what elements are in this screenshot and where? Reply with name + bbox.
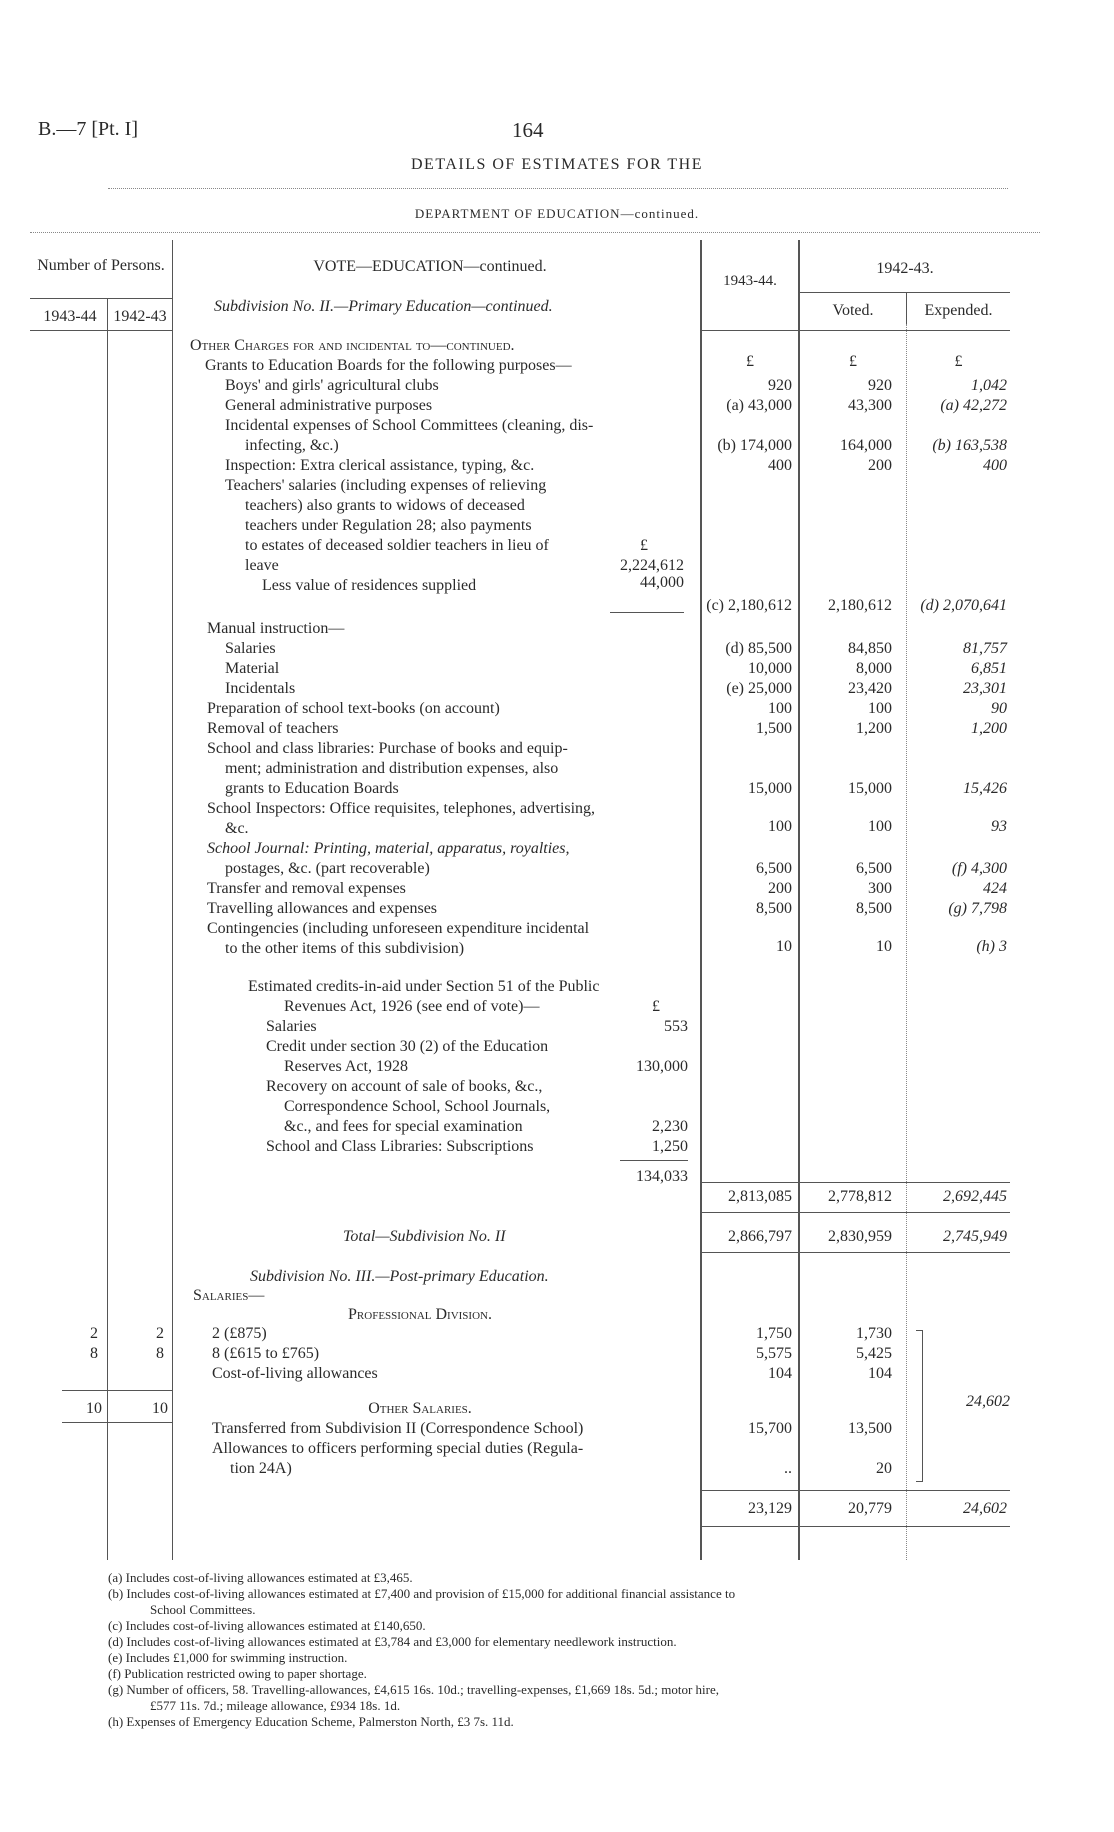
libraries-line: School and class libraries: Purchase of books and equip-: [207, 740, 568, 757]
less-residences: Less value of residences supplied: [262, 577, 477, 594]
travel-estimate: 8,500: [756, 900, 792, 917]
page-number: 164: [512, 118, 544, 142]
teachers-pound: £: [640, 537, 648, 554]
row-label: Incidental expenses of School Committees (cleaning, dis-: [225, 417, 594, 434]
row-voted: 43,300: [848, 397, 892, 414]
total-ii-rule: [700, 1252, 1010, 1253]
other-salaries-heading: Other Salaries.: [368, 1400, 472, 1417]
persons-header: Number of Persons.: [37, 257, 165, 274]
page-reference: B.—7 [Pt. I]: [38, 118, 138, 140]
credit-item-label: Credit under section 30 (2) of the Education: [266, 1038, 549, 1055]
transferred-voted: 13,500: [848, 1420, 892, 1437]
persons-total-1942: 10: [152, 1400, 168, 1417]
transfer-expended: 424: [983, 880, 1007, 897]
inspectors-voted: 100: [868, 818, 892, 835]
journal-expended: (f) 4,300: [951, 860, 1007, 877]
contingencies-line: Contingencies (including unforeseen expenditure incidental: [207, 920, 590, 937]
row-label: Salaries: [225, 640, 276, 657]
contingencies-expended: (h) 3: [976, 938, 1007, 955]
footnote: (d) Includes cost-of-living allowances estimated at £3,784 and £3,000 for elementary needlework instruction.: [108, 1634, 677, 1649]
journal-estimate: 6,500: [756, 860, 792, 877]
travel-expended: (g) 7,798: [948, 900, 1007, 917]
row-label: Removal of teachers: [207, 720, 339, 737]
professional-division-heading: Professional Division.: [348, 1306, 492, 1323]
footnote-cont: School Committees.: [150, 1602, 256, 1617]
footnote: (h) Expenses of Emergency Education Scheme, Palmerston North, £3 7s. 11d.: [108, 1714, 514, 1729]
teachers-expended: (d) 2,070,641: [920, 597, 1007, 614]
credit-item-amount: 2,230: [652, 1118, 688, 1135]
persons-1943-header: 1943-44: [43, 308, 97, 325]
row-voted: 84,850: [848, 640, 892, 657]
column-rule-persons: [172, 240, 173, 1560]
contingencies-line: to the other items of this subdivision): [225, 940, 465, 957]
row-expended: 400: [983, 457, 1007, 474]
credits-pound: £: [652, 998, 660, 1015]
persons-head-rule-2: [30, 330, 172, 331]
libraries-expended: 15,426: [963, 780, 1007, 797]
row-expended: 81,757: [963, 640, 1007, 657]
row-voted: 920: [868, 377, 892, 394]
row-estimate: 1,500: [756, 720, 792, 737]
allowances-estimate: ..: [784, 1460, 792, 1477]
teachers-voted: 2,180,612: [828, 597, 892, 614]
row-label-cont: infecting, &c.): [245, 437, 339, 454]
salary-row-voted: 104: [868, 1365, 892, 1382]
total-iii-rule: [700, 1490, 1010, 1491]
travel-label: Travelling allowances and expenses: [207, 900, 438, 917]
net-expended: 2,692,445: [943, 1188, 1007, 1205]
manual-heading: Manual instruction—: [207, 620, 345, 637]
salary-row-voted: 5,425: [856, 1345, 892, 1362]
footnote-cont: £577 11s. 7d.; mileage allowance, £934 18s. 1d.: [150, 1698, 401, 1713]
inspectors-estimate: 100: [768, 818, 792, 835]
salary-row-estimate: 1,750: [756, 1325, 792, 1342]
row-voted: 164,000: [840, 437, 892, 454]
row-expended: 23,301: [963, 680, 1007, 697]
vote-heading: VOTE—EDUCATION—continued.: [313, 258, 547, 275]
contingencies-estimate: 10: [776, 938, 792, 955]
persons-total-1943: 10: [86, 1400, 102, 1417]
teachers-line: to estates of deceased soldier teachers in lieu of: [245, 537, 549, 554]
salary-row-label: 2 (£875): [212, 1325, 267, 1342]
teachers-line: teachers) also grants to widows of deceased: [245, 497, 525, 514]
amount-head-rule: [700, 330, 1010, 331]
row-label: Preparation of school text-books (on account): [207, 700, 500, 717]
travel-voted: 8,500: [856, 900, 892, 917]
teachers-line: teachers under Regulation 28; also payments: [245, 517, 532, 534]
credit-item-label-cont: &c., and fees for special examination: [284, 1118, 523, 1135]
row-voted: 200: [868, 457, 892, 474]
teachers-estimate: (c) 2,180,612: [706, 597, 792, 614]
row-estimate: (e) 25,000: [726, 680, 792, 697]
header-rule: [30, 232, 1040, 233]
row-label: Inspection: Extra clerical assistance, typing, &c.: [225, 457, 535, 474]
allowances-voted: 20: [876, 1460, 892, 1477]
journal-line: School Journal: Printing, material, apparatus, royalties,: [207, 840, 570, 857]
credit-item-label: Salaries: [266, 1018, 317, 1035]
teachers-line: leave: [245, 557, 279, 574]
salary-row-estimate: 104: [768, 1365, 792, 1382]
sum-rule: [610, 612, 684, 613]
transfer-estimate: 200: [768, 880, 792, 897]
inspectors-expended: 93: [991, 818, 1007, 835]
inspectors-line: School Inspectors: Office requisites, telephones, advertising,: [207, 800, 596, 817]
bracket: [916, 1330, 923, 1482]
footnote: (c) Includes cost-of-living allowances estimated at £140,650.: [108, 1618, 426, 1633]
salary-row-voted: 1,730: [856, 1325, 892, 1342]
inspectors-line: &c.: [225, 820, 249, 837]
libraries-voted: 15,000: [848, 780, 892, 797]
subdivision-iii-title: Subdivision No. III.—Post-primary Education.: [250, 1268, 549, 1285]
journal-line: postages, &c. (part recoverable): [225, 860, 430, 877]
libraries-estimate: 15,000: [748, 780, 792, 797]
bracket-expended: 24,602: [966, 1393, 1010, 1410]
footnote: (b) Includes cost-of-living allowances estimated at £7,400 and provision of £15,000 for additional financial assistance to: [108, 1586, 736, 1601]
net-estimate: 2,813,085: [728, 1188, 792, 1205]
credit-item-label: Recovery on account of sale of books, &c.,: [266, 1078, 543, 1095]
teachers-line: Teachers' salaries (including expenses of relieving: [225, 477, 547, 494]
total-subdivision-ii-label: Total—Subdivision No. II: [343, 1228, 506, 1245]
year-head-rule: [800, 292, 1010, 293]
row-expended: 1,042: [971, 377, 1007, 394]
department-heading: DEPARTMENT OF EDUCATION—continued.: [414, 206, 700, 221]
credit-item-label-cont: Correspondence School, School Journals,: [284, 1098, 551, 1115]
row-expended: 90: [991, 700, 1007, 717]
persons-1943: 8: [90, 1345, 98, 1362]
row-voted: 100: [868, 700, 892, 717]
page-title: DETAILS OF ESTIMATES FOR THE: [411, 156, 703, 173]
total-iii-rule-bottom: [700, 1526, 1010, 1527]
footnote: (g) Number of officers, 58. Travelling-allowances, £4,615 16s. 10d.; travelling-expenses, £1,669 18s. 5d.; motor hire,: [108, 1682, 720, 1697]
libraries-line: ment; administration and distribution expenses, also: [225, 760, 559, 777]
salary-row-label: 8 (£615 to £765): [212, 1345, 320, 1362]
title-rule: [108, 188, 1008, 189]
row-voted: 8,000: [856, 660, 892, 677]
journal-voted: 6,500: [856, 860, 892, 877]
row-estimate: 400: [768, 457, 792, 474]
grants-heading: Grants to Education Boards for the following purposes—: [205, 357, 572, 374]
allowances-line: tion 24A): [230, 1460, 292, 1477]
total-ii-voted: 2,830,959: [828, 1228, 892, 1245]
salary-row-label: Cost-of-living allowances: [212, 1365, 378, 1382]
less-amount: 44,000: [640, 574, 684, 591]
row-label: Material: [225, 660, 280, 677]
footnote: (f) Publication restricted owing to paper shortage.: [108, 1666, 367, 1681]
row-estimate: (d) 85,500: [725, 640, 792, 657]
row-estimate: 10,000: [748, 660, 792, 677]
total-ii-expended: 2,745,949: [943, 1228, 1007, 1245]
libraries-line: grants to Education Boards: [225, 780, 399, 797]
transferred-estimate: 15,700: [748, 1420, 792, 1437]
row-voted: 1,200: [856, 720, 892, 737]
row-label: General administrative purposes: [225, 397, 433, 414]
row-label: Incidentals: [225, 680, 296, 697]
credit-item-amount: 1,250: [652, 1138, 688, 1155]
row-expended: (a) 42,272: [940, 397, 1007, 414]
credit-item-amount: 130,000: [636, 1058, 688, 1075]
transfer-voted: 300: [868, 880, 892, 897]
voted-header: Voted.: [832, 302, 874, 319]
credits-sum-rule: [620, 1160, 688, 1161]
allowances-line: Allowances to officers performing special duties (Regula-: [212, 1440, 584, 1457]
row-estimate: 100: [768, 700, 792, 717]
transferred-label: Transferred from Subdivision II (Correspondence School): [212, 1420, 584, 1437]
row-voted: 23,420: [848, 680, 892, 697]
credits-line: Revenues Act, 1926 (see end of vote)—: [284, 998, 540, 1015]
credit-item-label-cont: Reserves Act, 1928: [284, 1058, 408, 1075]
row-expended: 1,200: [971, 720, 1007, 737]
pound-sign-voted: £: [849, 353, 857, 370]
row-estimate: (a) 43,000: [726, 397, 792, 414]
salary-row-estimate: 5,575: [756, 1345, 792, 1362]
salaries-heading: Salaries—: [193, 1287, 265, 1304]
year-1942-header: 1942-43.: [876, 260, 934, 277]
total-iii-voted: 20,779: [848, 1500, 892, 1517]
expended-header: Expended.: [924, 302, 993, 319]
pound-sign-expended: £: [954, 353, 963, 370]
total-iii-estimate: 23,129: [748, 1500, 792, 1517]
pound-sign-estimate: £: [746, 353, 754, 370]
credits-line: Estimated credits-in-aid under Section 51 of the Public: [248, 978, 600, 995]
net-rule-bottom: [700, 1212, 1010, 1213]
footnote: (a) Includes cost-of-living allowances estimated at £3,465.: [108, 1570, 413, 1585]
column-rule-persons-split: [107, 298, 108, 1560]
row-estimate: 920: [768, 377, 792, 394]
persons-1943: 2: [90, 1325, 98, 1342]
credits-total: 134,033: [636, 1168, 688, 1185]
net-voted: 2,778,812: [828, 1188, 892, 1205]
persons-sum-rule-bottom: [62, 1422, 172, 1423]
row-expended: 6,851: [971, 660, 1007, 677]
teachers-amount: 2,224,612: [620, 557, 684, 574]
contingencies-voted: 10: [876, 938, 892, 955]
total-iii-expended: 24,602: [963, 1500, 1007, 1517]
persons-head-rule: [30, 298, 172, 299]
estimate-1943-header: 1943-44.: [723, 273, 777, 289]
total-ii-estimate: 2,866,797: [728, 1228, 792, 1245]
transfer-label: Transfer and removal expenses: [207, 880, 406, 897]
net-rule: [700, 1182, 1010, 1183]
credit-item-amount: 553: [664, 1018, 688, 1035]
persons-1942: 2: [156, 1325, 164, 1342]
persons-sum-rule: [62, 1390, 172, 1391]
persons-1942: 8: [156, 1345, 164, 1362]
row-label: Boys' and girls' agricultural clubs: [225, 377, 439, 394]
subdivision-ii-title: Subdivision No. II.—Primary Education—continued.: [214, 298, 553, 315]
row-estimate: (b) 174,000: [717, 437, 792, 454]
credit-item-label: School and Class Libraries: Subscriptions: [266, 1138, 534, 1155]
persons-1942-header: 1942-43: [113, 308, 167, 325]
row-expended: (b) 163,538: [932, 437, 1007, 454]
footnote: (e) Includes £1,000 for swimming instruction.: [108, 1650, 348, 1665]
other-charges-heading: Other Charges for and incidental to—continued.: [190, 337, 515, 354]
